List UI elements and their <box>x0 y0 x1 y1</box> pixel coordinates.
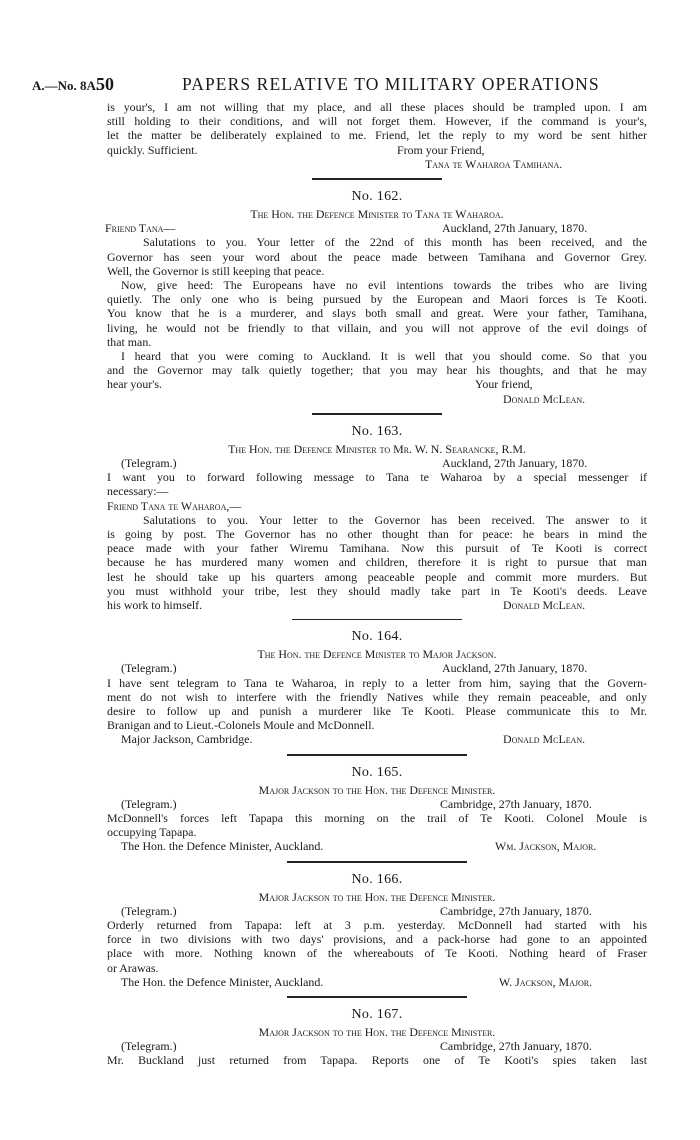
text-line: quickly. Sufficient. <box>107 142 198 157</box>
document-heading: The Hon. the Defence Minister to Mr. W. N. Searancke, R.M. <box>228 441 526 456</box>
place-date: Cambridge, 27th January, 1870. <box>440 796 592 811</box>
text-line: I have sent telegram to Tana te Waharoa, in reply to a letter from him, saying that the Govern- <box>107 675 647 690</box>
signature-row <box>107 839 647 853</box>
addressee: The Hon. the Defence Minister, Auckland. <box>121 839 324 854</box>
signature: W. Jackson, Major. <box>499 974 593 989</box>
place-date: Auckland, 27th January, 1870. <box>442 661 588 676</box>
section-divider <box>312 178 442 180</box>
text-line: is your's, I am not willing that my place, and all these places should be trampled upon. I am <box>107 100 647 114</box>
closing-row <box>107 377 647 391</box>
text-line: you must withhold your tribe, lest they should madly take part in Te Kooti's deeds. Leave <box>107 583 647 598</box>
document-number: No. 167. <box>351 1006 403 1022</box>
text-line: necessary:— <box>107 484 169 499</box>
document-no-165 <box>107 765 647 854</box>
section-divider <box>292 619 462 620</box>
text-line: hear your's. <box>107 377 162 392</box>
document-number: No. 164. <box>351 629 403 645</box>
telegram-label: (Telegram.) <box>121 661 177 676</box>
text-line: desire to follow up and punish a murderer like Te Kooti. Please communicate this to Mr. <box>107 703 647 718</box>
signature-row <box>107 975 647 989</box>
section-divider <box>287 996 467 998</box>
telegram-row <box>107 904 647 918</box>
text-line: Well, the Governor is still keeping that peace. <box>107 263 325 278</box>
telegram-row <box>107 1039 647 1053</box>
place-date: Auckland, 27th January, 1870. <box>442 221 588 236</box>
document-no-167 <box>107 1007 647 1068</box>
document-heading: Major Jackson to the Hon. the Defence Minister. <box>258 1024 496 1039</box>
text-line: McDonnell's forces left Tapapa this morning on the trail of Te Kooti. Colonel Moule is <box>107 810 647 825</box>
telegram-label: (Telegram.) <box>121 1039 177 1054</box>
telegram-row <box>107 456 647 470</box>
document-number: No. 162. <box>351 188 403 204</box>
document-heading: Major Jackson to the Hon. the Defence Minister. <box>258 889 496 904</box>
text-line: force in two divisions with two days' provisions, and a pack-horse had gone to an appointed <box>107 932 647 947</box>
signature: Wm. Jackson, Major. <box>495 839 597 854</box>
place-date: Cambridge, 27th January, 1870. <box>440 1039 592 1054</box>
place-date: Cambridge, 27th January, 1870. <box>440 903 592 918</box>
telegram-label: (Telegram.) <box>121 903 177 918</box>
document-body <box>107 100 647 1068</box>
document-number: No. 163. <box>351 423 403 439</box>
signature-row <box>107 392 647 406</box>
telegram-label: (Telegram.) <box>121 455 177 470</box>
text-line: lest he should take up his quarters among peaceable people and commit more murders. But <box>107 569 647 584</box>
page-header <box>32 76 672 98</box>
signature: Donald McLean. <box>503 391 586 406</box>
document-heading: The Hon. the Defence Minister to Tana te Waharoa. <box>250 206 504 221</box>
text-line: Mr. Buckland just returned from Tapapa. Reports one of Te Kooti's spies taken last <box>107 1053 647 1068</box>
text-line: his work to himself. <box>107 598 203 612</box>
running-title: PAPERS RELATIVE TO MILITARY OPERATIONS <box>182 74 600 94</box>
place-date: Auckland, 27th January, 1870. <box>442 455 588 470</box>
text-line: ment do not wish to interfere with the friendly Natives while they remain peaceable, and only <box>107 689 647 704</box>
text-line: Salutations to you. Your letter to the Governor has been received. The answer to it <box>143 512 647 527</box>
section-divider <box>312 413 442 415</box>
text-line: and the Governor may talk quietly together; that you may hear his thoughts, and that he may <box>107 363 647 378</box>
text-line: because he has murdered many women and children, therefore it is right to pursue that man <box>107 555 647 570</box>
document-no-166 <box>107 872 647 989</box>
document-heading: The Hon. the Defence Minister to Major Jackson. <box>257 647 497 662</box>
signature: Donald McLean. <box>503 732 586 747</box>
text-line: that man. <box>107 334 152 349</box>
parliamentary-paper-ref: A.—No. 8A. <box>32 78 100 93</box>
telegram-label: (Telegram.) <box>121 796 177 811</box>
salutation-row <box>107 221 647 235</box>
document-number: No. 165. <box>351 764 403 780</box>
signature-row <box>107 732 647 746</box>
telegram-row <box>107 797 647 811</box>
document-no-163 <box>107 424 647 612</box>
closing: From your Friend, <box>397 142 485 157</box>
text-line: Governor has seen your word about the peace made between Tamihana and Governor Grey. <box>107 249 647 264</box>
signature: Donald McLean. <box>503 598 586 612</box>
document-heading: Major Jackson to the Hon. the Defence Minister. <box>258 782 496 797</box>
text-line: You know that he is a murderer, and slays both small and great. Were your father, Tamihana, <box>107 306 647 321</box>
text-line: peace made with your father Wiremu Tamihana. Now this pursuit of Te Kooti is correct <box>107 541 647 556</box>
document-no-164 <box>107 629 647 746</box>
addressee: Major Jackson, Cambridge. <box>121 732 253 747</box>
signature-row <box>107 157 647 171</box>
text-line: I heard that you were coming to Auckland. It is well that you should come. So that you <box>121 349 647 363</box>
text-line: is going by post. The Governor has no other thought than for peace: he bears in mind the <box>107 526 647 541</box>
text-line: Now, give heed: The Europeans have no evil intentions towards the tribes who are living <box>121 277 647 292</box>
text-line: Orderly returned from Tapapa: left at 3 p.m. yesterday. McDonnell had started with his <box>107 917 647 932</box>
addressee: The Hon. the Defence Minister, Auckland. <box>121 974 324 989</box>
signature: Tana te Waharoa Tamihana. <box>425 156 563 171</box>
document-no-162 <box>107 189 647 406</box>
text-line: let the matter be deliberately explained to me. Friend, let the reply to my word be sent hither <box>107 128 647 143</box>
text-line: occupying Tapapa. <box>107 825 197 840</box>
page-number: 50 <box>96 74 114 94</box>
text-line: I want you to forward following message to Tana te Waharoa by a special messenger if <box>107 470 647 485</box>
text-line: living, he would not be friendly to that villain, and you will not approve of the evil doings of <box>107 320 647 335</box>
section-divider <box>287 861 467 863</box>
telegram-row <box>107 661 647 675</box>
signature-row <box>107 598 647 612</box>
document-number: No. 166. <box>351 871 403 887</box>
closing-row <box>107 143 647 157</box>
section-divider <box>287 754 467 756</box>
text-line: place with more. Nothing known of the whereabouts of Te Kooti. Nothing heard of Fraser <box>107 946 647 961</box>
closing: Your friend, <box>475 377 533 392</box>
salutation: Friend Tana te Waharoa,— <box>107 498 242 513</box>
text-line: quietly. The only one who is being pursued by the European and Maori forces is Te Kooti. <box>107 292 647 307</box>
salutation: Friend Tana— <box>105 221 176 236</box>
text-line: or Arawas. <box>107 960 159 975</box>
text-line: Salutations to you. Your letter of the 22nd of this month has been received, and the <box>143 235 647 250</box>
letter-continuation <box>107 100 647 171</box>
text-line: Branigan and to Lieut.-Colonels Moule and McDonnell. <box>107 718 375 733</box>
text-line: still holding to their conditions, and will not forget them. However, if the command is your's, <box>107 114 647 129</box>
